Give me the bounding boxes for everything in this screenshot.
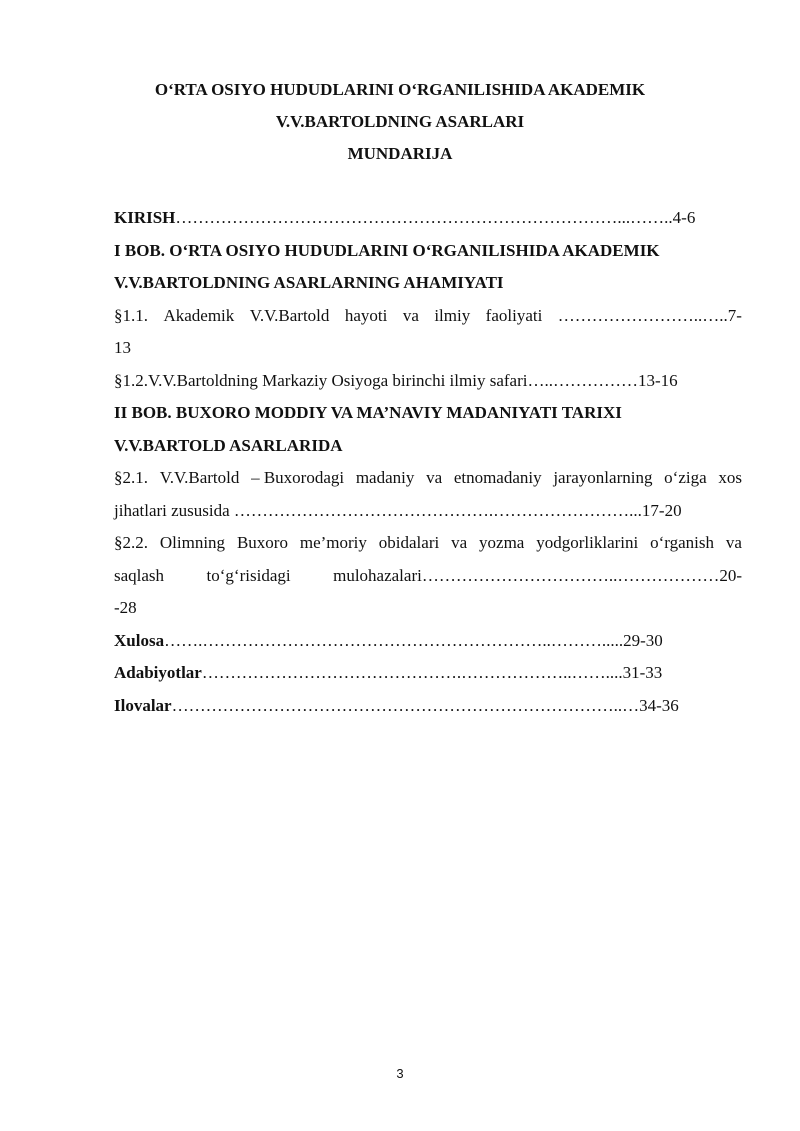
word: Akademik bbox=[163, 305, 235, 325]
title-line-1: O‘RTA OSIYO HUDUDLARINI O‘RGANILISHIDA AKADEMIK bbox=[154, 80, 646, 99]
toc-leader-page: ……………………………………….………………..……....31-33 bbox=[201, 663, 663, 682]
toc-leader-page: ……………………………………………………………………..…34-36 bbox=[171, 695, 679, 715]
word: o‘rganish bbox=[650, 533, 715, 552]
word: va bbox=[725, 533, 742, 552]
word: Olimning bbox=[159, 533, 226, 552]
contents-heading: MUNDARIJA bbox=[347, 144, 453, 163]
toc-entry-2-1-line-2: jihatlari zususida ……………………………………….……………………...17-20 bbox=[114, 500, 682, 520]
word: §2.1. bbox=[114, 468, 148, 487]
word: faoliyati bbox=[485, 305, 543, 325]
word: §1.1. bbox=[114, 305, 148, 325]
word: mulohazalari……………………………..………………20- bbox=[333, 565, 742, 585]
toc-entry-1-2: §1.2.V.V.Bartoldning Markaziy Osiyoga birinchi ilmiy safari…..……………13-16 bbox=[114, 370, 678, 390]
word: me’moriy bbox=[299, 533, 367, 552]
table-of-contents bbox=[114, 202, 742, 722]
word: madaniy bbox=[355, 468, 415, 487]
toc-entry-ilovalar bbox=[114, 690, 742, 723]
document-title bbox=[60, 74, 740, 170]
word: va bbox=[402, 305, 419, 325]
toc-entry-label: Xulosa bbox=[114, 630, 165, 650]
word: etnomadaniy bbox=[453, 468, 542, 487]
word: ilmiy bbox=[434, 305, 471, 325]
toc-entry-2-2-continuation: -28 bbox=[114, 598, 137, 617]
word: ……………………..…..7- bbox=[557, 305, 742, 325]
page-number: 3 bbox=[396, 1066, 404, 1081]
word: va bbox=[451, 533, 468, 552]
word: saqlash bbox=[114, 565, 165, 585]
toc-entry-2-2 bbox=[114, 527, 742, 560]
toc-leader-page: ……………………………………………………………………...……..4-6 bbox=[175, 208, 696, 227]
word: hayoti bbox=[344, 305, 388, 325]
word: V.V.Bartold bbox=[159, 468, 240, 487]
toc-entry-label: KIRISH bbox=[114, 208, 176, 227]
word: obidalari bbox=[378, 533, 440, 552]
word: Buxoro bbox=[236, 533, 288, 552]
word: V.V.Bartold bbox=[249, 305, 330, 325]
toc-entry-kirish bbox=[114, 202, 742, 235]
chapter-2-heading-line-1: II BOB. BUXORO MODDIY VA MA’NAVIY MADANIYATI TARIXI bbox=[114, 403, 622, 422]
chapter-1-heading-line-2: V.V.BARTOLDNING ASARLARNING AHAMIYATI bbox=[114, 273, 504, 292]
word: yodgorliklarini bbox=[536, 533, 639, 552]
word: §2.2. bbox=[114, 533, 148, 552]
word: xos bbox=[718, 468, 742, 487]
toc-entry-2-2-line-2 bbox=[114, 560, 742, 593]
word: – Buxorodagi bbox=[251, 468, 345, 487]
word: yozma bbox=[479, 533, 525, 552]
chapter-1-heading-line-1: I BOB. O‘RTA OSIYO HUDUDLARINI O‘RGANILISHIDA AKADEMIK bbox=[114, 240, 660, 260]
toc-entry-label: Ilovalar bbox=[114, 695, 172, 715]
toc-entry-1-1-continuation: 13 bbox=[114, 338, 131, 357]
word: to‘g‘risidagi bbox=[206, 565, 291, 585]
toc-entry-label: Adabiyotlar bbox=[114, 663, 202, 682]
toc-entry-2-1 bbox=[114, 462, 742, 495]
word: jarayonlarning bbox=[553, 468, 653, 487]
toc-entry-1-1 bbox=[114, 300, 742, 333]
title-line-2: V.V.BARTOLDNING ASARLARI bbox=[275, 112, 525, 131]
word: o‘ziga bbox=[664, 468, 707, 487]
chapter-2-heading-line-2: V.V.BARTOLD ASARLARIDA bbox=[114, 435, 343, 455]
word: va bbox=[426, 468, 443, 487]
toc-leader-page: …….……………………………………………………..……….....29-30 bbox=[164, 630, 663, 650]
toc-entry-xulosa bbox=[114, 625, 742, 658]
toc-entry-adabiyotlar bbox=[114, 657, 742, 690]
